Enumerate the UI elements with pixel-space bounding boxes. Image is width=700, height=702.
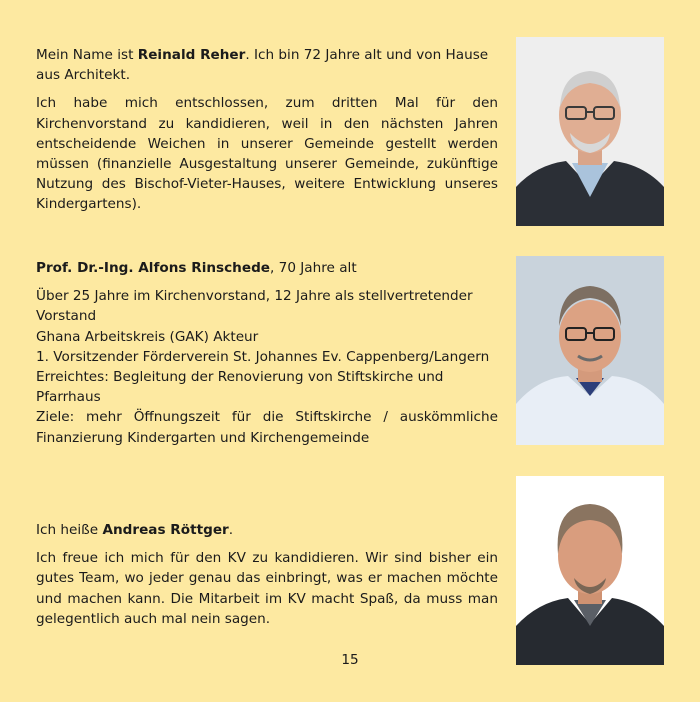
page-number: 15 xyxy=(341,652,359,668)
candidate-2-name: Prof. Dr.-Ing. Alfons Rinschede xyxy=(36,260,271,276)
candidate-2-intro: Prof. Dr.-Ing. Alfons Rinschede, 70 Jahre alt xyxy=(36,260,357,276)
candidate-1-intro: Mein Name ist Reinald Reher. Ich bin 72 Jahre alt und von Hause aus Architekt. xyxy=(36,47,489,84)
candidate-2-line: Ziele: mehr Öffnungszeit für die Stiftskirche / auskömmliche Finanzierung Kindergarten und Kirchengemeinde xyxy=(36,409,498,446)
candidate-2-line: Über 25 Jahre im Kirchenvorstand, 12 Jahre als stellvertretender Vorstand xyxy=(36,288,473,325)
candidate-3-name: Andreas Röttger xyxy=(102,522,229,538)
candidate-3-photo xyxy=(516,476,664,665)
candidate-2-line: Erreichtes: Begleitung der Renovierung von Stiftskirche und Pfarrhaus xyxy=(36,369,444,406)
candidate-3-paragraph: Ich freue ich mich für den KV zu kandidieren. Wir sind bisher ein gutes Team, wo jeder genau das einbringt, was er machen möchte und machen kann. Die Mitarbeit im KV macht Spaß, da muss man gelegentlich auch mal nein sagen. xyxy=(36,550,498,627)
candidate-2-line: Ghana Arbeitskreis (GAK) Akteur xyxy=(36,328,259,345)
candidate-1-text xyxy=(36,45,498,223)
candidate-3-text xyxy=(36,520,498,637)
candidate-3-intro: Ich heiße Andreas Röttger. xyxy=(36,522,234,538)
candidate-2-line: 1. Vorsitzender Förderverein St. Johannes Ev. Cappenberg/Langern xyxy=(36,348,490,365)
candidate-1-photo xyxy=(516,37,664,226)
candidate-1-name: Reinald Reher xyxy=(137,47,246,63)
candidate-2-photo xyxy=(516,256,664,445)
candidate-1-paragraph: Ich habe mich entschlossen, zum dritten Mal für den Kirchenvorstand zu kandidieren, weil in den nächsten Jahren entscheidende Weichen in unserer Gemeinde gestellt werden müssen (finanzielle Ausgestaltung unserer Gemeinde, zukünftige Nutzung des Bischof-Vieter-Hauses, weitere Entwicklung unseres Kindergartens). xyxy=(36,95,498,213)
candidate-2-text xyxy=(36,258,498,448)
